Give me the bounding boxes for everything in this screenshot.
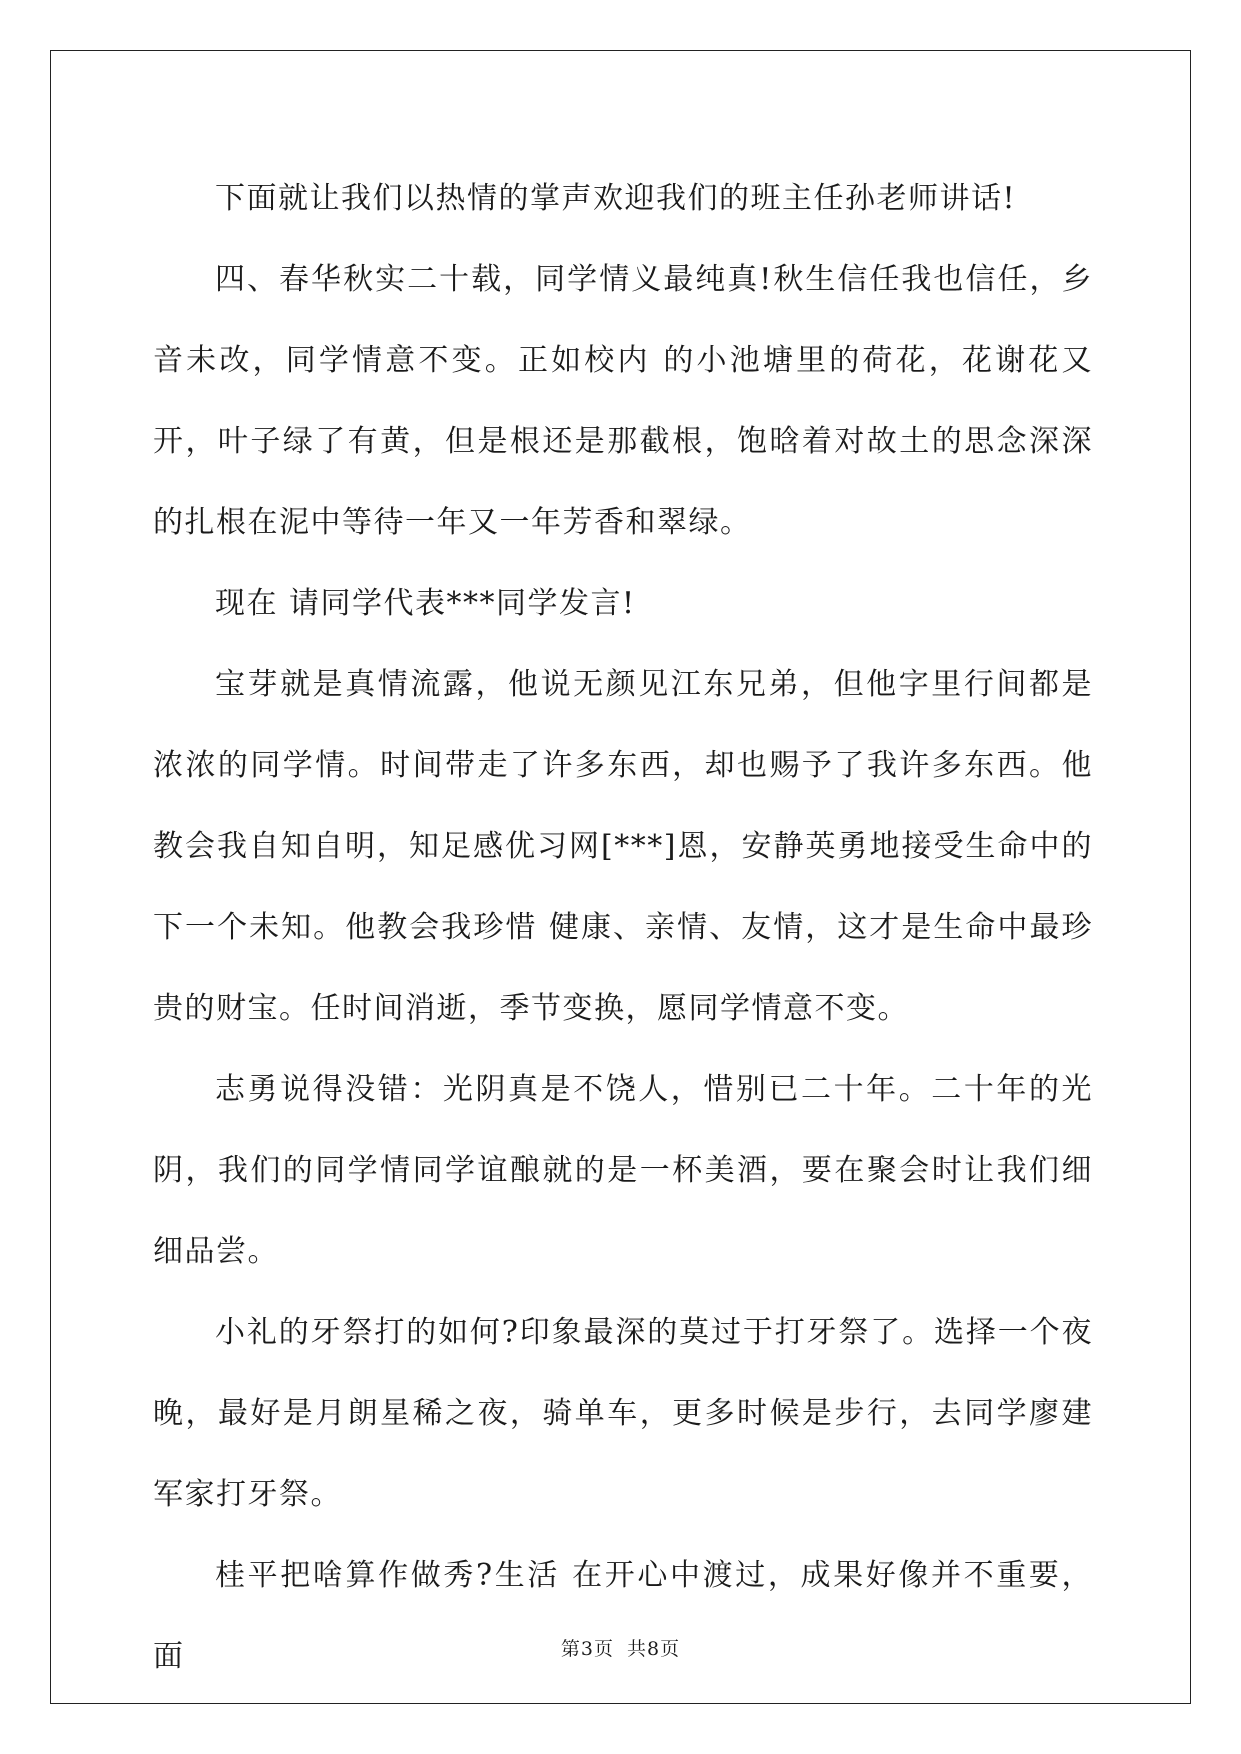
paragraph: 桂平把啥算作做秀?生活 在开心中渡过，成果好像并不重要，面 <box>153 1558 1093 1674</box>
document-body <box>153 158 1093 1697</box>
paragraph: 宝芽就是真情流露，他说无颜见江东兄弟，但他字里行间都是浓浓的同学情。时间带走了许多东西，却也赐予了我许多东西。他教会我自知自明，知足感优习网[***]恩，安静英勇地接受生命中的下一个未知。他教会我珍惜 健康、亲情、友情，这才是生命中最珍贵的财宝。任时间消逝，季节变换，愿同学情意不变。 <box>153 667 1093 1026</box>
page-number: 第3页 <box>560 1638 614 1660</box>
page-total: 共8页 <box>627 1638 681 1660</box>
paragraph: 下面就让我们以热情的掌声欢迎我们的班主任孙老师讲话! <box>215 181 1017 216</box>
paragraph: 四、春华秋实二十载，同学情义最纯真!秋生信任我也信任，乡音未改，同学情意不变。正如校内 的小池塘里的荷花，花谢花又开，叶子绿了有黄，但是根还是那截根，饱晗着对故土的思念深深的扎根在泥中等待一年又一年芳香和翠绿。 <box>153 262 1093 540</box>
paragraph: 志勇说得没错：光阴真是不饶人，惜别已二十年。二十年的光阴，我们的同学情同学谊酿就的是一杯美酒，要在聚会时让我们细细品尝。 <box>153 1072 1093 1269</box>
paragraph: 小礼的牙祭打的如何?印象最深的莫过于打牙祭了。选择一个夜晚，最好是月朗星稀之夜，骑单车，更多时候是步行，去同学廖建军家打牙祭。 <box>153 1315 1093 1512</box>
page-footer <box>0 1634 1241 1661</box>
paragraph: 现在 请同学代表***同学发言! <box>215 586 636 621</box>
